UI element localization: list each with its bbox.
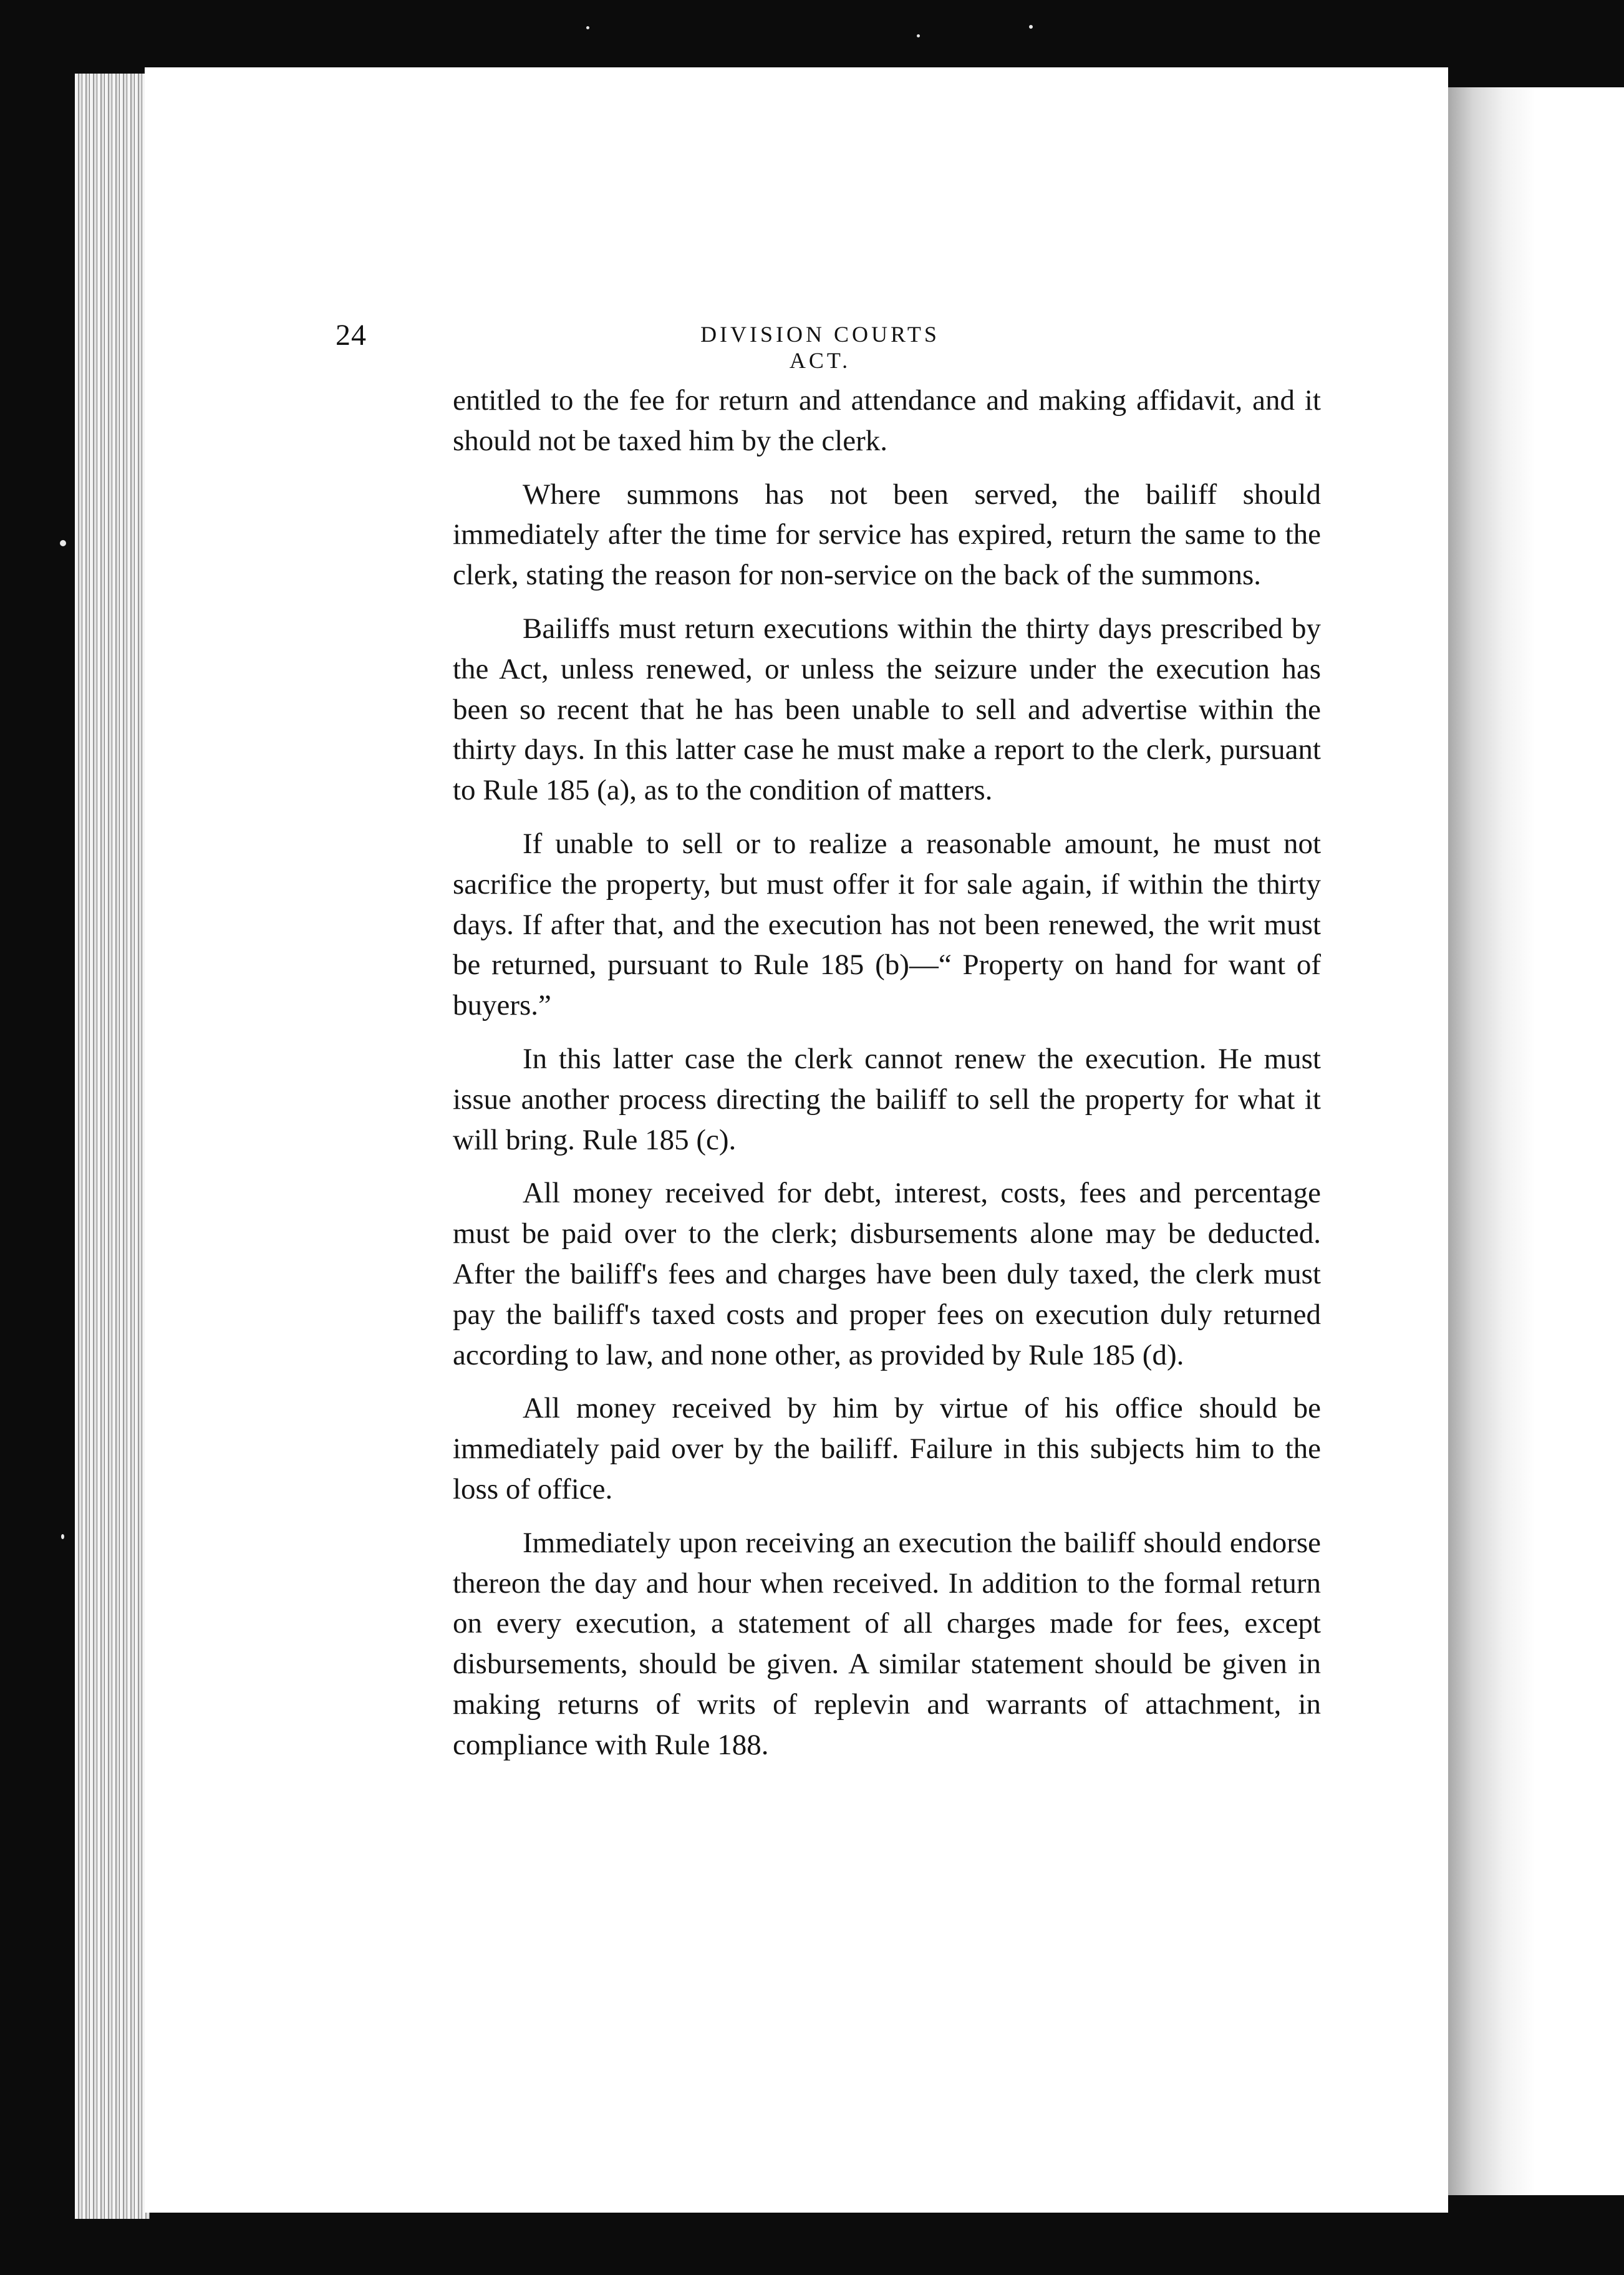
- paragraph: All money received for debt, interest, costs, fees and percentage must be paid over to the clerk; disbursements alone may be deducted. After the bailiff's fees and charges have been duly taxed, the clerk must pay the bailiff's taxed costs and proper fees on execution duly returned according to law, and none other, as provided by Rule 185 (d).: [453, 1177, 1321, 1371]
- paragraph: entitled to the fee for return and attendance and making affidavit, and it should not be taxed him by the clerk.: [453, 384, 1321, 457]
- paragraph: All money received by him by virtue of his office should be immediately paid over by the bailiff. Failure in this subjects him to the loss of office.: [453, 1392, 1321, 1505]
- scan-speck: [60, 540, 66, 546]
- page-body: [453, 380, 1321, 1779]
- page-number: 24: [336, 319, 367, 352]
- running-head: DIVISION COURTS ACT.: [700, 322, 940, 373]
- paragraph: Bailiffs must return executions within the thirty days prescribed by the Act, unless renewed, or unless the seizure under the execution has been so recent that he has been unable to sell and advertise within the thirty days. In this latter case he must make a report to the clerk, pursuant to Rule 185 (a), as to the condition of matters.: [453, 612, 1321, 807]
- scan-speck: [61, 1534, 64, 1539]
- scan-speck: [586, 26, 589, 29]
- adjacent-page-edge: [1448, 87, 1624, 2195]
- scan-speck: [1029, 25, 1033, 29]
- scan-speck: [917, 34, 920, 37]
- paragraph: If unable to sell or to realize a reasonable amount, he must not sacrifice the property, but must offer it for sale again, if within the thirty days. If after that, and the execution has not been renewed, the writ must be returned, pursuant to Rule 185 (b)—“ Property on hand for want of buyers.”: [453, 827, 1321, 1022]
- paragraph: In this latter case the clerk cannot renew the execution. He must issue another process directing the bailiff to sell the property for what it will bring. Rule 185 (c).: [453, 1042, 1321, 1156]
- paragraph: Where summons has not been served, the bailiff should immediately after the time for service has expired, return the same to the clerk, stating the reason for non-service on the back of the summons.: [453, 478, 1321, 592]
- book-page-edges: [75, 74, 150, 2219]
- paragraph: Immediately upon receiving an execution the bailiff should endorse thereon the day and hour when received. In addition to the formal return on every execution, a statement of all charges made for fees, except disbursements, should be given. A similar statement should be given in making returns of writs of replevin and warrants of attachment, in compliance with Rule 188.: [453, 1526, 1321, 1761]
